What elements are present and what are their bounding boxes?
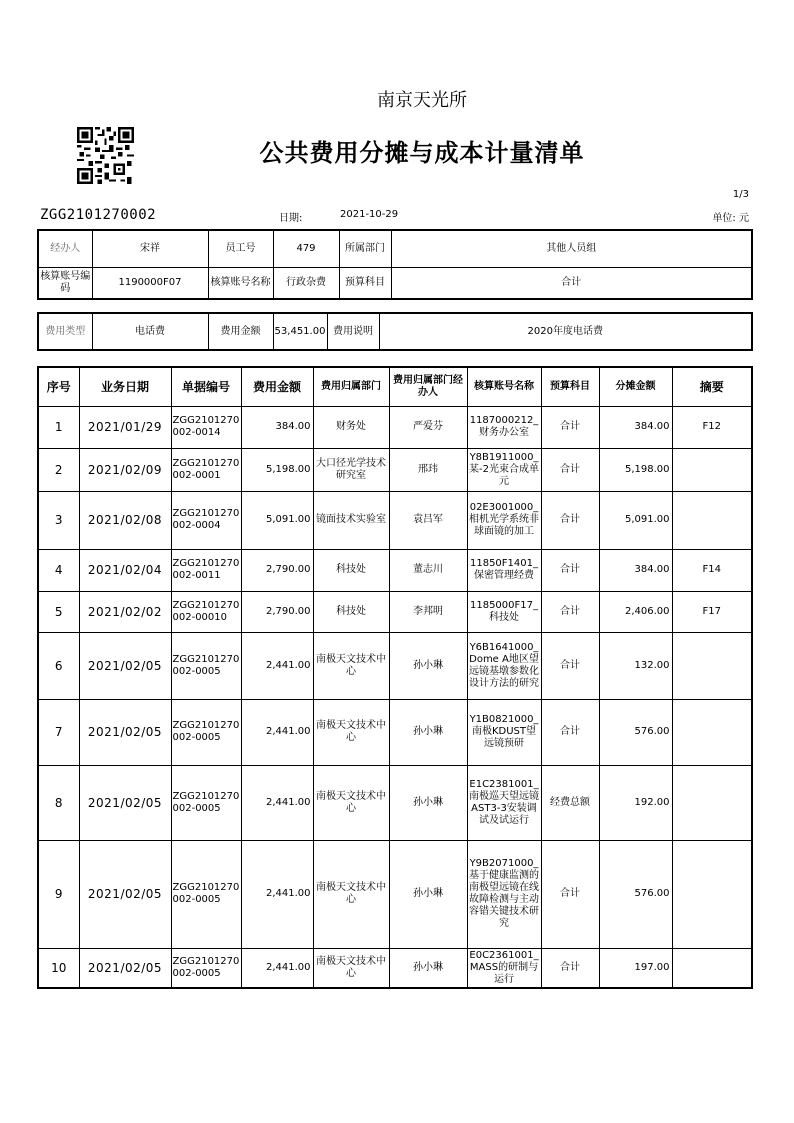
cell-date: 2021/02/09 [79,448,171,491]
cell-date: 2021/01/29 [79,406,171,448]
col-header-budget: 预算科目 [541,367,599,406]
cell-alloc: 576.00 [599,699,672,765]
cell-seq: 5 [38,591,79,632]
employee-no-label: 员工号 [208,230,273,267]
department-value: 其他人员组 [391,230,752,267]
cell-dept: 南极天文技术中心 [313,840,389,948]
expense-desc-value: 2020年度电话费 [379,313,752,350]
table-row [38,549,752,591]
cell-dept: 南极天文技术中心 [313,632,389,699]
table-row [38,699,752,765]
cell-handler: 袁吕军 [389,491,467,549]
handler-label: 经办人 [38,230,92,267]
cell-alloc: 2,406.00 [599,591,672,632]
cell-seq: 10 [38,948,79,988]
cell-amount: 5,091.00 [241,491,313,549]
cell-amount: 2,441.00 [241,840,313,948]
cell-memo [672,765,752,840]
cell-dept: 大口径光学技术研究室 [313,448,389,491]
cell-amount: 2,441.00 [241,948,313,988]
cell-seq: 8 [38,765,79,840]
cell-budget: 合计 [541,448,599,491]
cell-alloc: 384.00 [599,406,672,448]
budget-label: 预算科目 [339,267,391,299]
cell-amount: 2,441.00 [241,632,313,699]
cell-dept: 南极天文技术中心 [313,765,389,840]
col-header-handler: 费用归属部门经办人 [389,367,467,406]
cell-handler: 李邦明 [389,591,467,632]
cell-memo [672,632,752,699]
cell-amount: 2,441.00 [241,765,313,840]
cell-date: 2021/02/05 [79,948,171,988]
cell-account: Y1B0821000_南极KDUST望远镜预研 [467,699,541,765]
cell-amount: 5,198.00 [241,448,313,491]
cell-date: 2021/02/04 [79,549,171,591]
cell-handler: 孙小琳 [389,699,467,765]
cell-doc-no: ZGG2101270002-0005 [171,948,241,988]
date-value: 2021-10-29 [340,209,399,220]
cell-budget: 合计 [541,840,599,948]
expense-desc-label: 费用说明 [327,313,379,350]
cell-budget: 合计 [541,948,599,988]
employee-no-value: 479 [273,230,339,267]
handler-value: 宋祥 [92,230,208,267]
cell-memo: F14 [672,549,752,591]
cell-handler: 孙小琳 [389,948,467,988]
cell-doc-no: ZGG2101270002-0005 [171,765,241,840]
cell-seq: 9 [38,840,79,948]
date-label: 日期: [279,213,303,224]
cell-handler: 董志川 [389,549,467,591]
expense-amount-label: 费用金额 [208,313,273,350]
cell-memo [672,699,752,765]
table-row [38,632,752,699]
cell-memo: F12 [672,406,752,448]
table-row [38,491,752,549]
document-number: ZGG2101270002 [40,207,157,223]
expense-type-value: 电话费 [92,313,208,350]
cell-dept: 镜面技术实验室 [313,491,389,549]
table-row [38,840,752,948]
allocation-table [37,366,753,989]
cell-dept: 科技处 [313,549,389,591]
cell-alloc: 5,198.00 [599,448,672,491]
cell-memo [672,840,752,948]
cell-dept: 科技处 [313,591,389,632]
expense-amount-value: 53,451.00 [273,313,327,350]
col-header-amount: 费用金额 [241,367,313,406]
cell-doc-no: ZGG2101270002-00010 [171,591,241,632]
cell-seq: 3 [38,491,79,549]
cell-amount: 2,790.00 [241,549,313,591]
handler-info-table [37,229,753,300]
org-name: 南京天光所 [377,90,467,111]
cell-seq: 1 [38,406,79,448]
cell-alloc: 192.00 [599,765,672,840]
account-code-value: 1190000F07 [92,267,208,299]
cell-doc-no: ZGG2101270002-0005 [171,632,241,699]
cell-account: 02E3001000_相机光学系统非球面镜的加工 [467,491,541,549]
cell-date: 2021/02/05 [79,765,171,840]
cell-handler: 邢玮 [389,448,467,491]
table-row [38,448,752,491]
cell-alloc: 197.00 [599,948,672,988]
department-label: 所属部门 [339,230,391,267]
unit-label: 单位: 元 [712,213,749,224]
cell-date: 2021/02/08 [79,491,171,549]
cell-alloc: 384.00 [599,549,672,591]
cell-alloc: 576.00 [599,840,672,948]
cell-account: 1185000F17_科技处 [467,591,541,632]
cell-handler: 孙小琳 [389,765,467,840]
cell-doc-no: ZGG2101270002-0014 [171,406,241,448]
col-header-date: 业务日期 [79,367,171,406]
cell-budget: 合计 [541,406,599,448]
cell-alloc: 132.00 [599,632,672,699]
cell-doc-no: ZGG2101270002-0004 [171,491,241,549]
table-row [38,765,752,840]
cell-memo: F17 [672,591,752,632]
table-header-row [38,367,752,406]
account-name-value: 行政杂费 [273,267,339,299]
cell-doc-no: ZGG2101270002-0001 [171,448,241,491]
budget-value: 合计 [391,267,752,299]
col-header-doc: 单据编号 [171,367,241,406]
cell-budget: 合计 [541,632,599,699]
table-row [38,406,752,448]
cell-memo [672,491,752,549]
account-code-label: 核算账号编码 [38,267,92,299]
cell-amount: 2,441.00 [241,699,313,765]
cell-dept: 财务处 [313,406,389,448]
cell-amount: 2,790.00 [241,591,313,632]
cell-budget: 经费总额 [541,765,599,840]
qr-code-icon [77,127,134,184]
cell-budget: 合计 [541,491,599,549]
cell-account: Y8B1911000_某-2光束合成单元 [467,448,541,491]
cell-seq: 7 [38,699,79,765]
cell-memo [672,948,752,988]
table-row [38,591,752,632]
cell-seq: 2 [38,448,79,491]
cell-dept: 南极天文技术中心 [313,948,389,988]
cell-budget: 合计 [541,699,599,765]
cell-budget: 合计 [541,549,599,591]
cell-seq: 4 [38,549,79,591]
cell-memo [672,448,752,491]
account-name-label: 核算账号名称 [208,267,273,299]
page-title: 公共费用分摊与成本计量清单 [259,139,585,167]
cell-seq: 6 [38,632,79,699]
cell-doc-no: ZGG2101270002-0011 [171,549,241,591]
cell-handler: 孙小琳 [389,840,467,948]
cell-date: 2021/02/05 [79,632,171,699]
cell-doc-no: ZGG2101270002-0005 [171,840,241,948]
cell-date: 2021/02/05 [79,840,171,948]
col-header-alloc: 分摊金额 [599,367,672,406]
cell-account: Y9B2071000_基于健康监测的南极望远镜在线故障检测与主动容错关键技术研究 [467,840,541,948]
col-header-memo: 摘要 [672,367,752,406]
table-row [38,948,752,988]
cell-dept: 南极天文技术中心 [313,699,389,765]
cell-account: Y6B1641000_Dome A地区望远镜基墩参数化设计方法的研究 [467,632,541,699]
cell-date: 2021/02/02 [79,591,171,632]
col-header-seq: 序号 [38,367,79,406]
cell-handler: 严爱芬 [389,406,467,448]
col-header-dept: 费用归属部门 [313,367,389,406]
cell-account: E1C2381001_南极巡天望远镜AST3-3安装调试及试运行 [467,765,541,840]
col-header-account: 核算账号名称 [467,367,541,406]
cell-budget: 合计 [541,591,599,632]
cell-account: 11850F1401_保密管理经费 [467,549,541,591]
page-number: 1/3 [732,189,749,200]
cell-date: 2021/02/05 [79,699,171,765]
expense-type-label: 费用类型 [38,313,92,350]
cell-handler: 孙小琳 [389,632,467,699]
cell-account: E0C2361001_MASS的研制与运行 [467,948,541,988]
expense-info-table [37,312,753,351]
cell-doc-no: ZGG2101270002-0005 [171,699,241,765]
cell-account: 1187000212_财务办公室 [467,406,541,448]
cell-amount: 384.00 [241,406,313,448]
cell-alloc: 5,091.00 [599,491,672,549]
